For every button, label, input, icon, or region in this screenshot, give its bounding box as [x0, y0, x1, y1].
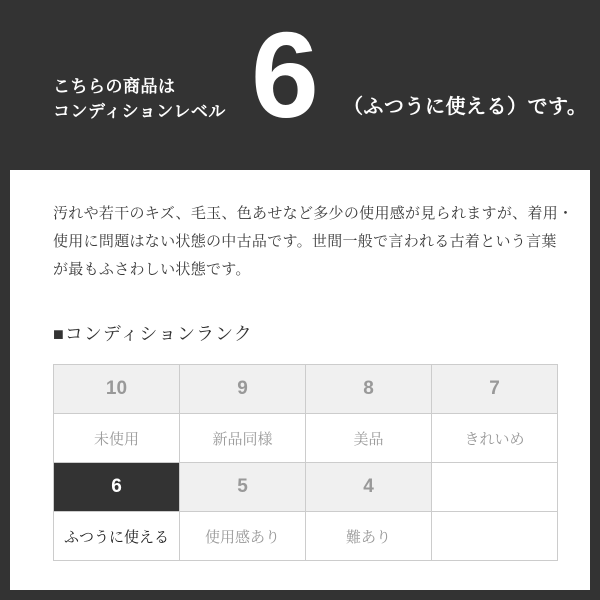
rank-7-number: 7 — [432, 365, 558, 414]
rank-number-row-bottom — [54, 463, 558, 512]
rank-5-label: 使用感あり — [180, 512, 306, 561]
rank-6-number-highlighted: 6 — [54, 463, 180, 512]
condition-level-number: 6 — [251, 7, 319, 143]
rank-number-row-top — [54, 365, 558, 414]
rank-10-number: 10 — [54, 365, 180, 414]
rank-empty-cell — [432, 463, 558, 512]
rank-8-label: 美品 — [306, 414, 432, 463]
condition-description — [53, 200, 573, 284]
rank-table-heading: ■コンディションランク — [53, 324, 253, 344]
rank-4-number: 4 — [306, 463, 432, 512]
rank-7-label: きれいめ — [432, 414, 558, 463]
condition-intro-line1: こちらの商品は — [53, 77, 176, 96]
description-line2: 使用に問題はない状態の中古品です。世間一般で言われる古着という言葉 — [53, 233, 557, 250]
condition-intro-line2: コンディションレベル — [53, 102, 226, 121]
condition-detail-panel — [10, 170, 590, 590]
rank-5-number: 5 — [180, 463, 306, 512]
rank-4-label: 難あり — [306, 512, 432, 561]
rank-8-number: 8 — [306, 365, 432, 414]
condition-intro-text — [53, 74, 226, 124]
rank-label-row-top — [54, 414, 558, 463]
condition-rank-table — [53, 364, 558, 561]
description-line1: 汚れや若干のキズ、毛玉、色あせなど多少の使用感が見られますが、着用・ — [53, 205, 574, 222]
condition-level-suffix: （ふつうに使える）です。 — [343, 96, 588, 118]
rank-6-label-highlighted: ふつうに使える — [54, 512, 180, 561]
rank-10-label: 未使用 — [54, 414, 180, 463]
rank-label-row-bottom — [54, 512, 558, 561]
rank-empty-cell — [432, 512, 558, 561]
rank-9-label: 新品同様 — [180, 414, 306, 463]
rank-9-number: 9 — [180, 365, 306, 414]
description-line3: が最もふさわしい状態です。 — [53, 261, 251, 278]
condition-header — [0, 0, 600, 170]
